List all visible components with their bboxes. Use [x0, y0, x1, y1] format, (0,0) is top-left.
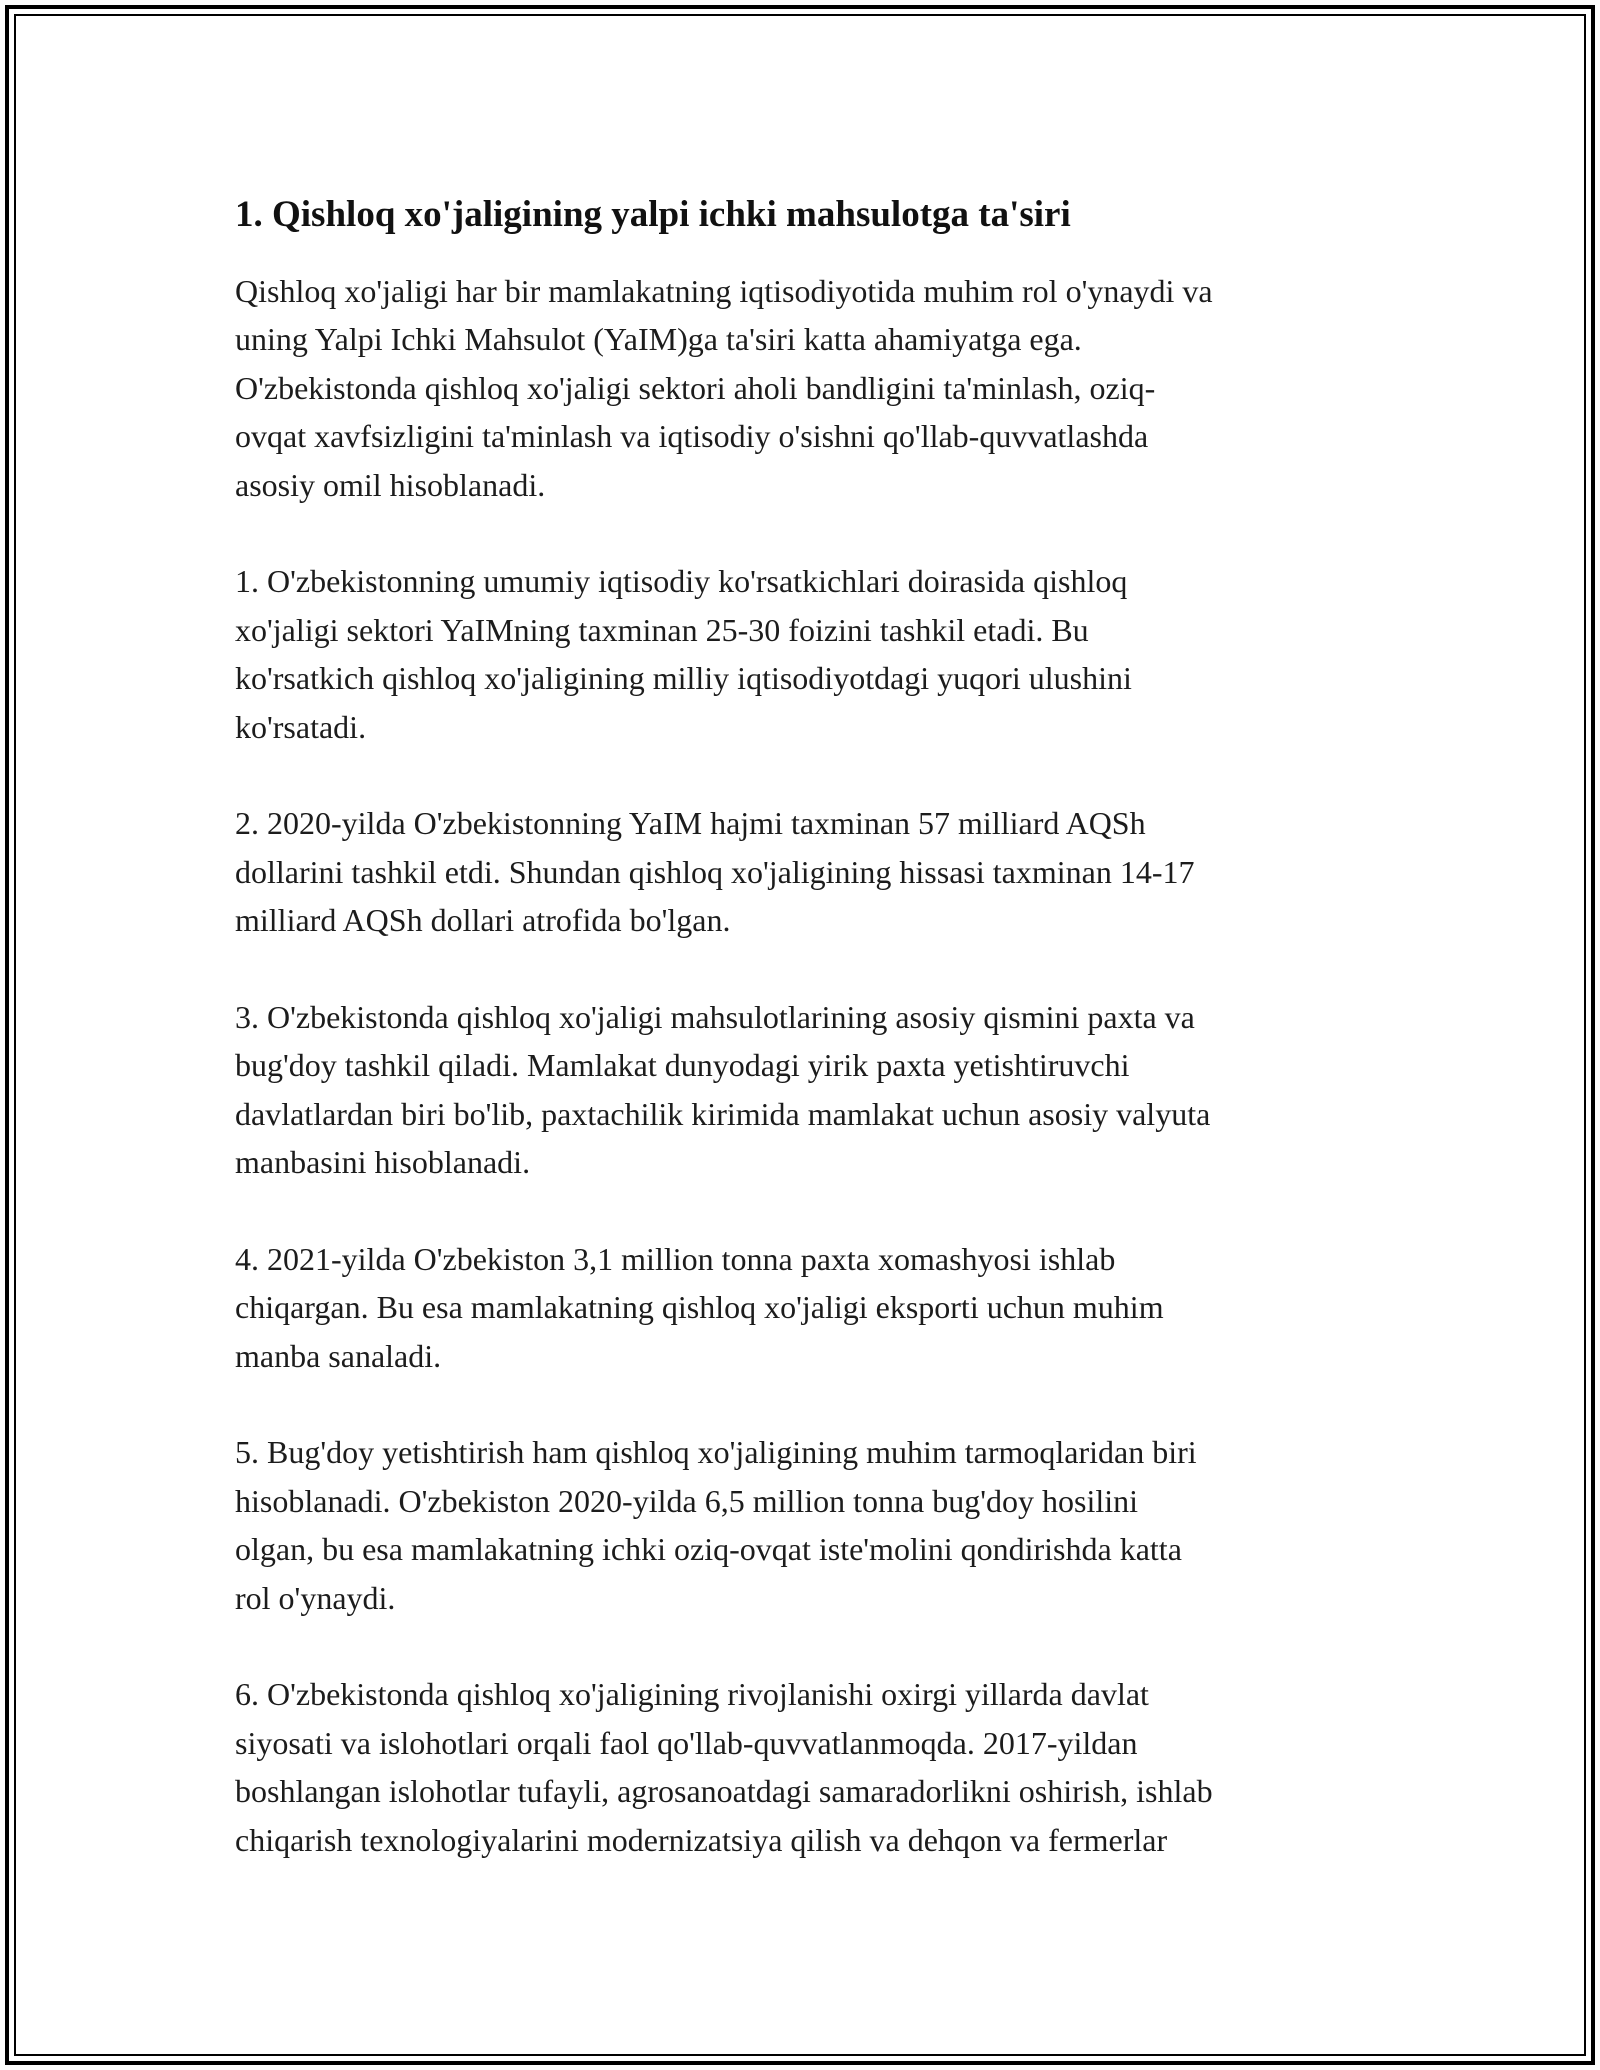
text-line: siyosati va islohotlari orqali faol qo'llab-quvvatlanmoqda. 2017-yildan [235, 1724, 1138, 1761]
point-3-paragraph [235, 993, 1395, 1187]
point-5-paragraph [235, 1428, 1395, 1622]
point-4-paragraph [235, 1235, 1395, 1380]
text-line: 2. 2020-yilda O'zbekistonning YaIM hajmi taxminan 57 milliard AQSh [235, 805, 1146, 842]
text-line: asosiy omil hisoblanadi. [235, 466, 546, 503]
section-title: 1. Qishloq xo'jaligining yalpi ichki mahsulotga ta'siri [235, 194, 1071, 235]
text-line: chiqarish texnologiyalarini modernizatsiya qilish va dehqon va fermerlar [235, 1821, 1168, 1858]
point-2-paragraph [235, 799, 1395, 944]
text-line: manbasini hisoblanadi. [235, 1144, 531, 1181]
document-body [235, 190, 1395, 1912]
text-line: ko'rsatadi. [235, 708, 367, 745]
point-1-paragraph [235, 557, 1395, 751]
text-line: boshlangan islohotlar tufayli, agrosanoatdagi samaradorlikni oshirish, ishlab [235, 1773, 1213, 1810]
text-line: manba sanaladi. [235, 1337, 442, 1374]
text-line: bug'doy tashkil qiladi. Mamlakat dunyodagi yirik paxta yetishtiruvchi [235, 1047, 1130, 1084]
text-line: olgan, bu esa mamlakatning ichki oziq-ovqat iste'molini qondirishda katta [235, 1531, 1182, 1568]
text-line: hisoblanadi. O'zbekiston 2020-yilda 6,5 million tonna bug'doy hosilini [235, 1482, 1139, 1519]
text-line: O'zbekistonda qishloq xo'jaligi sektori aholi bandligini ta'minlash, oziq- [235, 369, 1156, 406]
text-line: 5. Bug'doy yetishtirish ham qishloq xo'jaligining muhim tarmoqlaridan biri [235, 1434, 1197, 1471]
text-line: dollarini tashkil etdi. Shundan qishloq xo'jaligining hissasi taxminan 14-17 [235, 853, 1195, 890]
text-line: 3. O'zbekistonda qishloq xo'jaligi mahsulotlarining asosiy qismini paxta va [235, 998, 1195, 1035]
intro-paragraph [235, 267, 1395, 509]
text-line: Qishloq xo'jaligi har bir mamlakatning iqtisodiyotida muhim rol o'ynaydi va [235, 273, 1213, 309]
text-line: 4. 2021-yilda O'zbekiston 3,1 million tonna paxta xomashyosi ishlab [235, 1240, 1116, 1277]
text-line: 1. O'zbekistonning umumiy iqtisodiy ko'rsatkichlari doirasida qishloq [235, 563, 1128, 600]
text-line: 6. O'zbekistonda qishloq xo'jaligining rivojlanishi oxirgi yillarda davlat [235, 1676, 1149, 1713]
text-line: davlatlardan biri bo'lib, paxtachilik kirimida mamlakat uchun asosiy valyuta [235, 1095, 1211, 1132]
point-6-paragraph [235, 1670, 1395, 1864]
text-line: xo'jaligi sektori YaIMning taxminan 25-30 foizini tashkil etadi. Bu [235, 611, 1089, 648]
text-line: ko'rsatkich qishloq xo'jaligining milliy iqtisodiyotdagi yuqori ulushini [235, 660, 1132, 697]
text-line: rol o'ynaydi. [235, 1579, 396, 1616]
text-line: chiqargan. Bu esa mamlakatning qishloq xo'jaligi eksporti uchun muhim [235, 1289, 1164, 1326]
text-line: milliard AQSh dollari atrofida bo'lgan. [235, 902, 731, 939]
text-line: ovqat xavfsizligini ta'minlash va iqtisodiy o'sishni qo'llab-quvvatlashda [235, 418, 1149, 455]
text-line: uning Yalpi Ichki Mahsulot (YaIM)ga ta'siri katta ahamiyatga ega. [235, 321, 1082, 358]
